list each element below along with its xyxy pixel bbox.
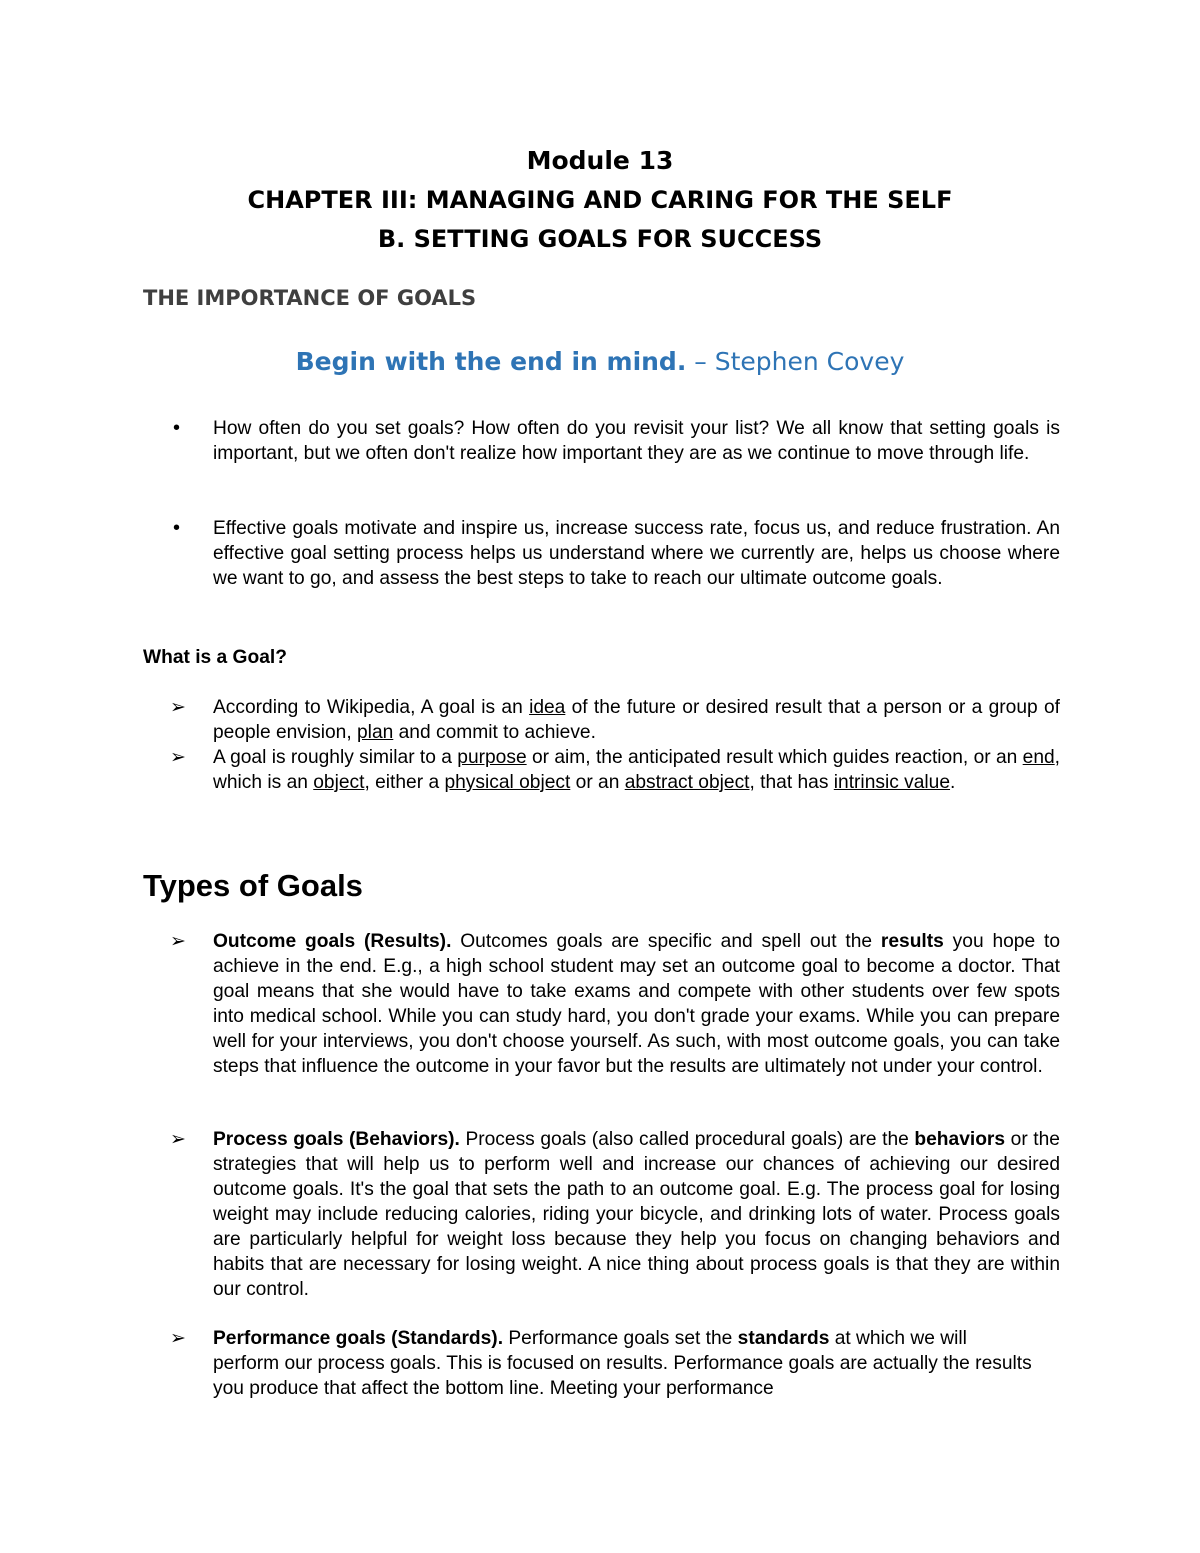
link-intrinsic-value[interactable]: intrinsic value bbox=[833, 772, 951, 793]
importance-bullet-1: How often do you set goals? How often do you revisit your list? We all know that setting goals is important, but we often don't realize how important they are as we continue to move through life. bbox=[213, 418, 1060, 464]
link-end[interactable]: end bbox=[1022, 747, 1055, 768]
importance-bullet-2: Effective goals motivate and inspire us, increase success rate, focus us, and reduce frustration. An effective goal setting process helps us understand where we currently are, helps us choose where we want to go, and assess the best steps to take to reach our ultimate outcome goals. bbox=[213, 518, 1060, 589]
link-abstract-object[interactable]: abstract object bbox=[624, 772, 750, 793]
quote bbox=[0, 345, 1200, 379]
link-physical-object[interactable]: physical object bbox=[444, 772, 571, 793]
outcome-goals-title: Outcome goals (Results). bbox=[213, 931, 452, 952]
goal-definition-2: A goal is roughly similar to a purpose or aim, the anticipated result which guides reaction, or an end, which is an object, either a physical object or an abstract object, that has intrinsic value. bbox=[213, 747, 1061, 793]
arrow-bullet-icon: ➢ bbox=[170, 1328, 186, 1349]
link-idea[interactable]: idea bbox=[529, 697, 566, 718]
link-plan[interactable]: plan bbox=[357, 722, 394, 743]
module-title: Module 13 bbox=[526, 146, 674, 175]
process-goals-title: Process goals (Behaviors). bbox=[213, 1129, 460, 1150]
performance-goals-title: Performance goals (Standards). bbox=[213, 1328, 504, 1349]
performance-goals-paragraph: Performance goals (Standards). Performance goals set the standards at which we will perform our process goals. This is focused on results. Performance goals are actually the results you produce that affect the bottom line. Meeting your performance bbox=[213, 1328, 1032, 1399]
arrow-bullet-icon: ➢ bbox=[170, 1129, 186, 1150]
arrow-bullet-icon: ➢ bbox=[170, 931, 186, 952]
types-of-goals-heading: Types of Goals bbox=[143, 868, 363, 903]
bullet-icon: • bbox=[173, 517, 181, 539]
chapter-title: CHAPTER III: MANAGING AND CARING FOR THE SELF bbox=[247, 186, 953, 214]
link-purpose[interactable]: purpose bbox=[457, 747, 527, 768]
arrow-bullet-icon: ➢ bbox=[170, 747, 186, 768]
what-is-goal-heading: What is a Goal? bbox=[143, 647, 287, 668]
quote-text: Begin with the end in mind. bbox=[295, 347, 687, 376]
outcome-goals-paragraph: Outcome goals (Results). Outcomes goals are specific and spell out the results you hope to achieve in the end. E.g., a high school student may set an outcome goal to become a doctor. That goal means that she would have to take exams and compete with other students over few spots into medical school. While you can study hard, you don't grade your exams. While you can prepare well for your interviews, you don't choose yourself. As such, with most outcome goals, you can take steps that influence the outcome in your favor but the results are ultimately not under your control. bbox=[213, 931, 1061, 1077]
section-title: B. SETTING GOALS FOR SUCCESS bbox=[377, 225, 823, 253]
goal-definition-1: According to Wikipedia, A goal is an idea of the future or desired result that a person or a group of people envision, plan and commit to achieve. bbox=[213, 697, 1060, 743]
importance-heading: THE IMPORTANCE OF GOALS bbox=[143, 286, 477, 310]
link-object[interactable]: object bbox=[313, 772, 365, 793]
arrow-bullet-icon: ➢ bbox=[170, 697, 186, 718]
quote-author: – Stephen Covey bbox=[686, 347, 905, 376]
process-goals-paragraph: Process goals (Behaviors). Process goals (also called procedural goals) are the behaviors or the strategies that will help us to perform well and increase our chances of achieving our desired outcome goals. It's the goal that sets the path to an outcome goal. E.g. The process goal for losing weight may include reducing calories, riding your bicycle, and drinking lots of water. Process goals are particularly helpful for weight loss because they help you focus on changing behaviors and habits that are necessary for losing weight. A nice thing about process goals is that they are within our control. bbox=[213, 1129, 1060, 1300]
bullet-icon: • bbox=[173, 417, 181, 439]
